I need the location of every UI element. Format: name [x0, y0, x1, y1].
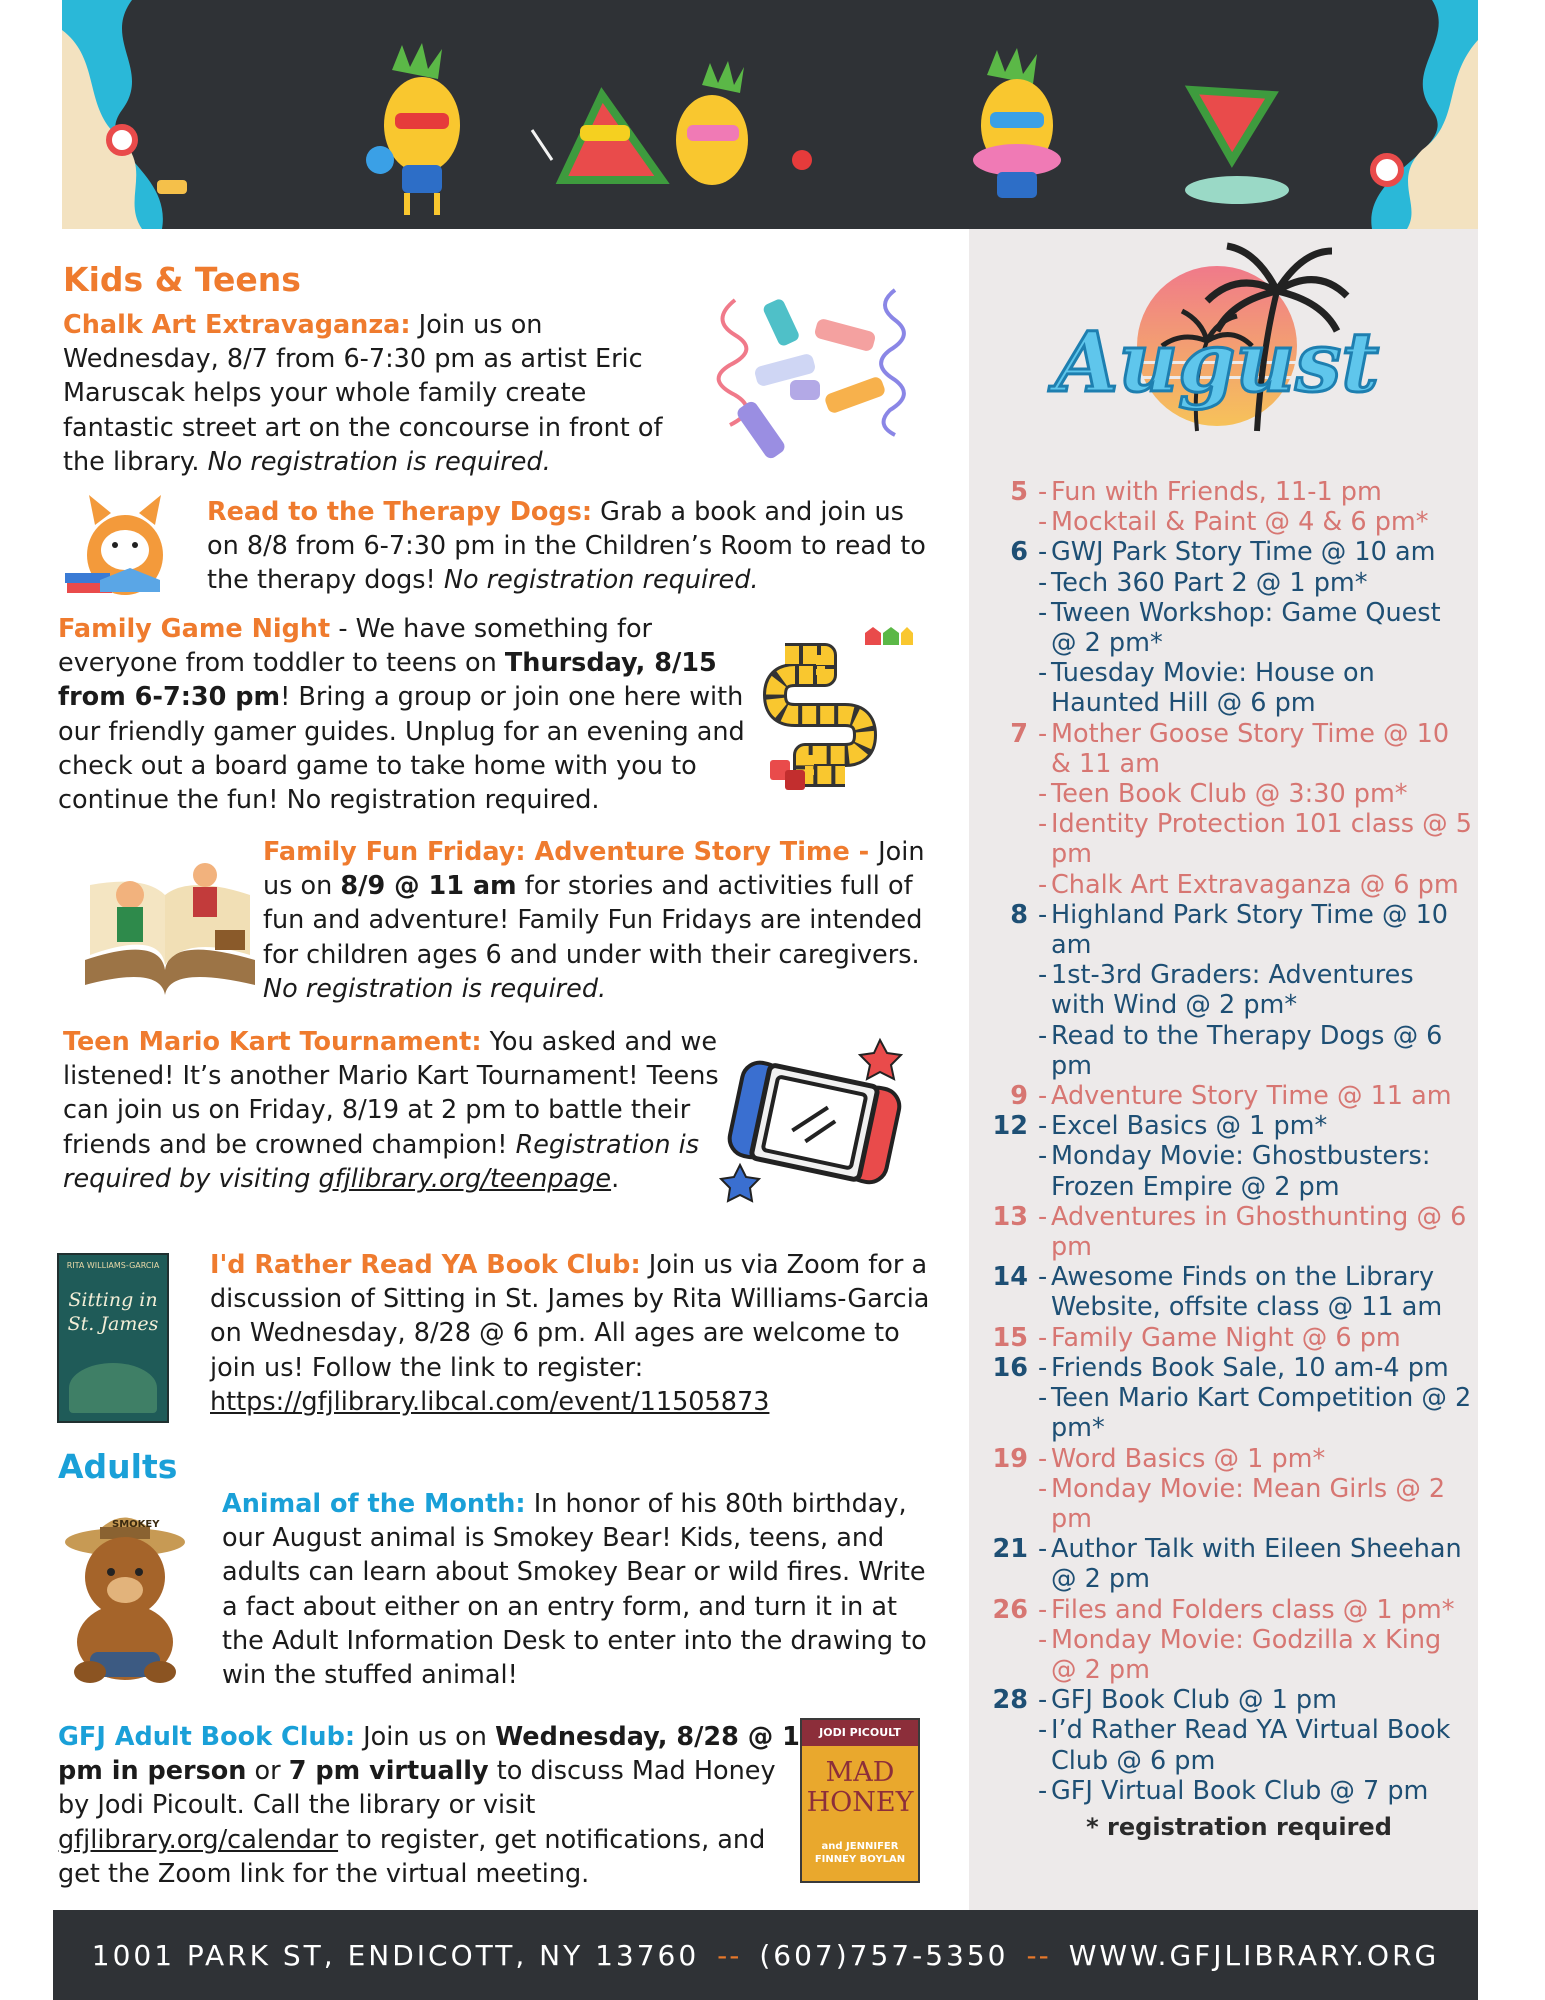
calendar-day-events	[1028, 1111, 1474, 1202]
calendar-date: 9	[1010, 1081, 1028, 1112]
event-dash: -	[1038, 658, 1048, 689]
event-title: Chalk Art Extravaganza:	[63, 310, 411, 340]
event-date: Thursday, 8/15 from 6-7:30 pm	[58, 648, 717, 713]
pirate-storybook-icon	[65, 845, 260, 995]
calendar-day-row	[984, 719, 1474, 900]
event-dash: -	[1038, 1262, 1048, 1293]
calendar-event-text: Adventures in Ghosthunting @ 6 pm	[1051, 1201, 1467, 1263]
footer-address: 1001 PARK ST, ENDICOTT, NY 13760	[91, 1938, 700, 1972]
event-text-end: .	[611, 1163, 620, 1194]
calendar-day-events	[1028, 537, 1474, 718]
calendar-event	[1038, 658, 1474, 718]
watermelon-pineapple-friends-icon	[532, 61, 812, 185]
calendar-day-row	[984, 1262, 1474, 1322]
calendar-day-row	[984, 537, 1474, 718]
calendar-event-text: Author Talk with Eileen Sheehan @ 2 pm	[1051, 1534, 1462, 1595]
event-title: I'd Rather Read YA Book Club:	[210, 1250, 641, 1280]
event-text: to discuss Mad Honey by Jodi Picoult. Call the library or visit	[58, 1756, 776, 1821]
cover-author: JODI PICOULT	[802, 1720, 918, 1746]
reading-dog-icon	[65, 485, 180, 603]
cover-coauthor	[802, 1840, 918, 1866]
event-date: Wednesday, 8/28 @ 1 pm in person	[58, 1722, 800, 1787]
calendar-event-text: Tween Workshop: Game Quest @ 2 pm*	[1051, 597, 1441, 659]
calendar-event	[1038, 1444, 1474, 1474]
cover-author: RITA WILLIAMS-GARCIA	[66, 1261, 160, 1270]
watermelon-surfer-icon	[1185, 90, 1289, 204]
calendar-event-text: Excel Basics @ 1 pm*	[1051, 1111, 1328, 1142]
calendar-event-text: Teen Mario Kart Competition @ 2 pm*	[1051, 1383, 1472, 1444]
calendar-day-events	[1028, 1353, 1474, 1444]
event-text: or	[246, 1756, 289, 1787]
event-dash: -	[1038, 567, 1048, 598]
family-fun-friday-event	[263, 835, 933, 1006]
mario-kart-event	[63, 1025, 743, 1196]
calendar-event	[1038, 1474, 1474, 1534]
chalk-sticks-icon	[705, 280, 925, 470]
calendar-day-row	[984, 1444, 1474, 1535]
calendar-event	[1038, 1383, 1474, 1443]
event-text: - We have something for everyone from toddler to teens on	[58, 614, 653, 679]
calendar-event-text: Read to the Therapy Dogs @ 6 pm	[1051, 1020, 1443, 1081]
event-title: Teen Mario Kart Tournament:	[63, 1027, 482, 1057]
event-dash: -	[1038, 960, 1048, 991]
calendar-event	[1038, 1685, 1474, 1715]
calendar-event-text: Monday Movie: Ghostbusters: Frozen Empire @ 2 pm	[1051, 1141, 1431, 1202]
board-game-icon	[765, 625, 915, 800]
event-dash: -	[1038, 1594, 1048, 1625]
calendar-event-text: Mocktail & Paint @ 4 & 6 pm*	[1051, 507, 1429, 538]
summer-fruits-illustration	[62, 0, 1478, 229]
calendar-event	[1038, 870, 1474, 900]
calendar-event	[1038, 1534, 1474, 1594]
calendar-date: 13	[992, 1201, 1028, 1232]
august-title: August	[1054, 315, 1380, 411]
event-dash: -	[1038, 597, 1048, 628]
footer-website[interactable]: WWW.GFJLIBRARY.ORG	[1068, 1938, 1440, 1972]
calendar-day-row	[984, 1081, 1474, 1111]
event-text: to register, get notifications, and get the Zoom link for the virtual meeting.	[58, 1824, 766, 1889]
event-dash: -	[1038, 809, 1048, 840]
calendar-event	[1038, 1081, 1474, 1111]
event-dash: -	[1038, 779, 1048, 810]
event-dash: -	[1038, 1111, 1048, 1142]
event-date: 8/9 @ 11 am	[340, 871, 517, 902]
calendar-day-row	[984, 1353, 1474, 1444]
event-dash: -	[1038, 1534, 1048, 1565]
calendar-date: 28	[992, 1685, 1028, 1716]
event-title: Read to the Therapy Dogs:	[207, 497, 593, 527]
kids-teens-heading: Kids & Teens	[63, 260, 301, 299]
calendar-event-text: Tech 360 Part 2 @ 1 pm*	[1051, 567, 1368, 598]
calendar-event-text: Family Game Night @ 6 pm	[1051, 1322, 1401, 1353]
calendar-event-text: Files and Folders class @ 1 pm*	[1051, 1594, 1455, 1625]
calendar-date: 14	[992, 1262, 1028, 1293]
calendar-event	[1038, 960, 1474, 1020]
event-text: In honor of his 80th birthday, our August animal is Smokey Bear! Kids, teens, and adults can learn about Smokey Bear or wild fires. Write a fact about either on an entry form, and turn it in at the Adult Information Desk to enter into the drawing to win the stuffed animal!	[222, 1489, 927, 1691]
calendar-event	[1038, 1353, 1474, 1383]
footer-separator: --	[717, 1938, 742, 1972]
event-dash: -	[1038, 1352, 1048, 1383]
calendar-event-text: Word Basics @ 1 pm*	[1051, 1443, 1326, 1474]
event-dash: -	[1038, 1775, 1048, 1806]
calendar-event-text: Tuesday Movie: House on Haunted Hill @ 6 pm	[1051, 658, 1375, 719]
event-dash: -	[1038, 537, 1048, 568]
mad-honey-cover	[800, 1718, 920, 1883]
event-title: Animal of the Month:	[222, 1489, 526, 1519]
cover-coauthor-line-2: FINNEY BOYLAN	[814, 1854, 906, 1865]
event-dash: -	[1038, 1383, 1048, 1414]
event-text: for stories and activities full of fun and adventure! Family Fun Fridays are intended for children ages 6 and under with their caregivers.	[263, 871, 923, 970]
event-text: You asked and we listened! It’s another Mario Kart Tournament! Teens can join us on Friday, 8/19 at 2 pm to battle their friends and be crowned champion!	[63, 1027, 719, 1160]
calendar-day-row	[984, 1111, 1474, 1202]
calendar-event-text: Chalk Art Extravaganza @ 6 pm	[1051, 869, 1459, 900]
calendar-day-events	[1028, 1202, 1474, 1262]
event-dash: -	[1038, 1624, 1048, 1655]
event-title: Family Fun Friday: Adventure Story Time -	[263, 837, 879, 867]
calendar-event	[1038, 1021, 1474, 1081]
calendar-day-events	[1028, 1595, 1474, 1686]
pineapple-character-icon	[366, 43, 460, 215]
calendar-date: 19	[992, 1443, 1028, 1474]
calendar-event	[1038, 1625, 1474, 1685]
calendar-event	[1038, 507, 1474, 537]
calendar-event-text: Identity Protection 101 class @ 5 pm	[1051, 809, 1472, 870]
calendar-event	[1038, 537, 1474, 567]
cover-coauthor-line-1: and JENNIFER	[821, 1841, 899, 1852]
calendar-day-row	[984, 1685, 1474, 1806]
calendar-event-text: Monday Movie: Godzilla x King @ 2 pm	[1051, 1624, 1442, 1685]
event-dash: -	[1038, 1141, 1048, 1172]
calendar-event	[1038, 1202, 1474, 1262]
bear-hat-label: SMOKEY	[112, 1519, 160, 1530]
footer-phone[interactable]: (607)757-5350	[759, 1938, 1009, 1972]
chalk-art-event	[63, 308, 703, 479]
event-text: ! Bring a group or join one here with our friendly gamer guides. Unplug for an evening and check out a board game to take home with you to continue the fun! No registration required.	[58, 682, 745, 816]
event-dash: -	[1038, 1201, 1048, 1232]
calendar-event-text: GWJ Park Story Time @ 10 am	[1051, 537, 1436, 568]
cover-title	[802, 1758, 918, 1818]
calendar-event-text: Awesome Finds on the Library Website, offsite class @ 11 am	[1051, 1262, 1443, 1323]
event-time: 7 pm virtually	[288, 1756, 489, 1787]
event-dash: -	[1038, 477, 1048, 507]
calendar-event	[1038, 1262, 1474, 1322]
event-text: Join us via Zoom for a discussion of Sitting in St. James by Rita Williams-Garcia on Wednesday, 8/28 @ 6 pm. All ages are welcome to join us! Follow the link to register:	[210, 1250, 930, 1383]
calendar-day-events	[1028, 1534, 1474, 1594]
calendar-event	[1038, 1323, 1474, 1353]
event-text: Join us on	[263, 837, 925, 902]
event-dash: -	[1038, 1081, 1048, 1112]
calendar-sidebar	[969, 229, 1478, 1910]
calendar-day-events	[1028, 1685, 1474, 1806]
event-title: Family Game Night	[58, 614, 331, 644]
calendar-event	[1038, 1776, 1474, 1806]
calendar-event-text: GFJ Virtual Book Club @ 7 pm	[1051, 1775, 1429, 1806]
calendar-day-events	[1028, 1323, 1474, 1353]
teenpage-link[interactable]: gfjlibrary.org/teenpage	[318, 1163, 612, 1194]
calendar-event	[1038, 719, 1474, 779]
sitting-in-st-james-cover	[57, 1253, 169, 1423]
event-dash: -	[1038, 869, 1048, 900]
event-note: Registration is required by visiting	[63, 1129, 699, 1194]
cover-title-line-2: HONEY	[806, 1787, 914, 1818]
event-note: No registration is required.	[207, 446, 551, 477]
event-text: Join us on Wednesday, 8/7 from 6-7:30 pm as artist Eric Maruscak helps your whole family create fantastic street art on the concourse in front of the library.	[63, 310, 663, 477]
event-dash: -	[1038, 1443, 1048, 1474]
event-dash: -	[1038, 1322, 1048, 1353]
event-calendar-list	[984, 477, 1474, 1842]
calendar-day-events	[1028, 719, 1474, 900]
calendar-date: 6	[1010, 537, 1028, 568]
calendar-event-text: Highland Park Story Time @ 10 am	[1051, 899, 1449, 961]
event-dash: -	[1038, 718, 1048, 749]
libcal-event-link[interactable]: https://gfjlibrary.libcal.com/event/11505873	[210, 1386, 770, 1417]
event-note: No registration required.	[443, 565, 759, 596]
calendar-event	[1038, 900, 1474, 960]
calendar-day-events	[1028, 1262, 1474, 1322]
event-dash: -	[1038, 1473, 1048, 1504]
event-text: Join us on	[355, 1722, 496, 1752]
therapy-dogs-event	[207, 495, 927, 598]
calendar-event	[1038, 1715, 1474, 1775]
calendar-event-text: GFJ Book Club @ 1 pm	[1051, 1685, 1337, 1716]
calendar-event	[1038, 568, 1474, 598]
calendar-date: 12	[992, 1111, 1028, 1142]
calendar-date: 16	[992, 1352, 1028, 1383]
calendar-day-row	[984, 1202, 1474, 1262]
ya-book-club-event	[210, 1248, 930, 1419]
calendar-event-text: Adventure Story Time @ 11 am	[1051, 1081, 1452, 1112]
game-console-icon	[715, 1035, 920, 1205]
footer-separator: --	[1026, 1938, 1051, 1972]
event-dash: -	[1038, 1715, 1048, 1746]
event-text: Grab a book and join us on 8/8 from 6-7:30 pm in the Children’s Room to read to the therapy dogs!	[207, 497, 926, 596]
event-dash: -	[1038, 1020, 1048, 1051]
calendar-day-row	[984, 900, 1474, 1081]
calendar-event-text: Monday Movie: Mean Girls @ 2 pm	[1051, 1473, 1446, 1534]
calendar-event	[1038, 1595, 1474, 1625]
calendar-event-text: I’d Rather Read YA Virtual Book Club @ 6 pm	[1051, 1715, 1451, 1776]
calendar-event	[1038, 1141, 1474, 1201]
calendar-date: 8	[1010, 899, 1028, 930]
calendar-event	[1038, 1111, 1474, 1141]
calendar-day-row	[984, 477, 1474, 537]
footer-bar	[53, 1910, 1478, 2000]
calendar-date: 5	[1010, 477, 1028, 507]
calendar-day-row	[984, 1323, 1474, 1353]
august-palm-tree-logo	[1054, 241, 1380, 466]
event-note: No registration is required.	[263, 973, 607, 1004]
calendar-date: 7	[1010, 718, 1028, 749]
pineapple-flamingo-icon	[973, 48, 1061, 198]
event-dash: -	[1038, 507, 1048, 538]
calendar-day-events	[1028, 1444, 1474, 1535]
calendar-link[interactable]: gfjlibrary.org/calendar	[58, 1824, 339, 1855]
event-dash: -	[1038, 1685, 1048, 1716]
event-title: GFJ Adult Book Club:	[58, 1722, 356, 1752]
calendar-event-text: Mother Goose Story Time @ 10 & 11 am	[1051, 718, 1450, 779]
calendar-event-text: 1st-3rd Graders: Adventures with Wind @ 2 pm*	[1051, 960, 1414, 1021]
calendar-event-text: Friends Book Sale, 10 am-4 pm	[1051, 1352, 1449, 1383]
calendar-event	[1038, 598, 1474, 658]
calendar-event-text: Teen Book Club @ 3:30 pm*	[1051, 779, 1408, 810]
calendar-day-events	[1028, 900, 1474, 1081]
animal-of-month-event	[222, 1487, 932, 1692]
family-game-night-event	[58, 612, 778, 817]
calendar-date: 21	[992, 1534, 1028, 1565]
adults-heading: Adults	[58, 1447, 178, 1486]
header-banner	[62, 0, 1478, 229]
cover-title-line-1: MAD	[825, 1757, 895, 1788]
calendar-day-row	[984, 1534, 1474, 1594]
registration-note: * registration required	[1086, 1812, 1392, 1841]
calendar-day-row	[984, 1595, 1474, 1686]
calendar-day-events	[1028, 477, 1474, 537]
calendar-event	[1038, 779, 1474, 809]
calendar-event	[1038, 477, 1474, 507]
event-dash: -	[1038, 899, 1048, 930]
calendar-date: 15	[992, 1322, 1028, 1353]
calendar-date: 26	[992, 1594, 1028, 1625]
calendar-day-events	[1028, 1081, 1474, 1111]
cover-title: Sitting in St. James	[67, 1289, 159, 1335]
calendar-event	[1038, 809, 1474, 869]
calendar-event-text: Fun with Friends, 11-1 pm	[1051, 477, 1382, 507]
adult-book-club-event	[58, 1720, 803, 1891]
